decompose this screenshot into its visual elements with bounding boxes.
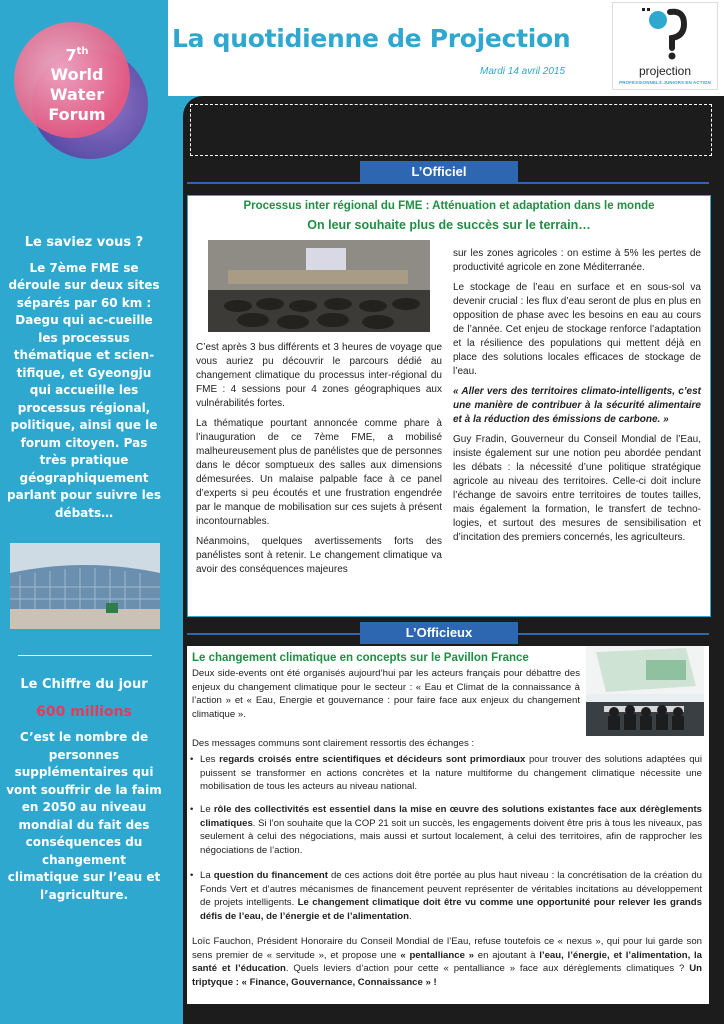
bullet-dot: • xyxy=(190,804,194,815)
bullet-dot: • xyxy=(190,754,194,765)
saviez-vous-text: Le 7ème FME se déroule sur deux sites séparés par 60 km : Daegu qui ac-cueille les processus thématique et scien-tifique, et Gyeongju qui accueille les processus régional, politique, ainsi que le forum citoyen. Pas très pratique géographiquement parlant pour suivre les débats… xyxy=(7,260,161,520)
officiel-paragraph: Guy Fradin, Gouverneur du Conseil Mondial de l’Eau, insiste également sur une notion peu abordée pendant les débats : la nécessité d’une politique stratégique agricole au niveau des territoires. Celle-ci doit inclure l’échange de savoirs entre territoires de toutes tailles, mais également la formation, le transfert de techno-logies, et surtout des mesures de sensibilisation et d’incitation des premiers concernés, les agriculteurs. xyxy=(453,434,701,543)
officieux-intro-text: Deux side-events ont été organisés aujourd’hui par les acteurs français pour débattre des enjeux du changement climatique pour le secteur : « Eau et Climat de la connaissance à l’action » et « Eau, Energie et gouvernance : pour faire face aux enjeux du changement climatique ». xyxy=(192,668,580,720)
newspaper-title: La quotidienne de Projection xyxy=(172,24,571,53)
officiel-headline: Processus inter régional du FME : Atténuation et adaptation dans le monde xyxy=(243,200,655,212)
officiel-subheadline: On leur souhaite plus de succès sur le terrain… xyxy=(307,218,591,232)
chiffre-du-jour-title: Le Chiffre du jour xyxy=(20,677,148,692)
officiel-paragraph: La thématique pourtant annoncée comme phare à l’inauguration de ce 7ème FME, a mobilisé malheureusement plus de panélistes que de personnes dans le décor somptueux des salles aux dimensions démesurées. Un malaise palpable face à ce panel d’experts si peu écoutés et une frustration engendrée par le manque de mobilisation sur ces sujets à présent incontournables. xyxy=(196,418,442,527)
bullet-item: • Le rôle des collectivités est essentiel dans la mise en œuvre des solutions existantes face aux dérèglements climatiques. Si l’on souhaite que la COP 21 soit un succès, les engagements doivent être pris à tous les niveaux, pas seulement à celui des négociations, mais aussi et surtout localement, à celui des territoires, afin de rapprocher les négociations de l’action. xyxy=(190,804,703,856)
saviez-vous-block xyxy=(6,234,162,522)
officiel-left-column xyxy=(196,341,442,583)
officieux-intro xyxy=(192,667,580,725)
officieux-closing: Loïc Fauchon, Président Honoraire du Conseil Mondial de l’Eau, refuse toutefois ce « nexus », qui pour lui garde son sens premier de « servitude », et propose une « pentalliance » en ajoutant à l’eau, l’énergie, et l’alimentation, la santé et l’éducation. Quels leviers d’action pour cette « pentalliance » face aux dérèglements climatiques ? Un triptyque : « Finance, Gouvernance, Connaissance » ! xyxy=(192,936,703,988)
bullet-item: • Les regards croisés entre scientifiques et décideurs sont primordiaux pour trouver des solutions adaptées qui puissent se transformer en actions concrètes et la nature multiforme du changement climatique nécessite une mobilisation de tous les acteurs au niveau national. xyxy=(190,754,702,793)
projection-logo-tagline: PROFESSIONNELS JUNIORS EN ACTION xyxy=(619,80,711,85)
officieux-headline: Le changement climatique en concepts sur le Pavillon France xyxy=(192,652,529,664)
issue-date: Mardi 14 avril 2015 xyxy=(480,66,566,77)
bullet-dot: • xyxy=(190,870,194,881)
officieux-lead xyxy=(192,737,702,755)
officiel-paragraph: Le stockage de l’eau en surface et en sous-sol va devenir crucial : les flux d’eau seront de plus en plus en opposition de phase avec les besoins en eau au cours de l’année. Cet enjeu de stockage renforce l’adaptation et la résilience des populations qui mettent déjà en place des solutions locales efficaces de stockage de l’eau. xyxy=(453,282,701,377)
officiel-paragraph: Néanmoins, quelques avertissements forts des panélistes sont à retenir. Le changement climatique va avoir des conséquences majeures xyxy=(196,536,442,575)
section-tab-officiel: L’Officiel xyxy=(360,161,518,183)
officieux-lead-text: Des messages communs sont clairement ressortis des échanges : xyxy=(192,738,475,749)
officiel-paragraph: C’est après 3 bus différents et 3 heures de voyage que vous auriez pu découvrir le parcours dédié au changement climatique du processus inter-régional du FME : 4 sessions pour 4 zones géographiques aux vulnérabilités fortes. xyxy=(196,342,442,409)
officiel-paragraph: sur les zones agricoles : on estime à 5% les pertes de productivité agricole en zone Méditerranée. xyxy=(453,248,701,273)
sidebar-divider xyxy=(18,655,152,656)
pavilion-photo xyxy=(586,646,704,736)
chiffre-du-jour-value: 600 millions xyxy=(36,703,132,720)
wwf-logo-text: 7th World Water Forum xyxy=(48,45,106,125)
projection-logo-name: projection xyxy=(638,64,692,78)
conference-photo xyxy=(208,240,430,332)
section-tab-officieux: L’Officieux xyxy=(360,622,518,644)
chiffre-du-jour-block xyxy=(6,676,162,904)
building-photo xyxy=(10,543,160,629)
officiel-quote: « Aller vers des territoires climato-intelligents, c’est une manière de contribuer à la sécurité alimentaire et à la réduction des émissions de carbone. » xyxy=(453,386,701,425)
bullet-item: • La question du financement de ces actions doit être portée au plus haut niveau : la concrétisation de la création du Fonds Vert et d’autres mécanismes de financement peuvent représenter de véritables incitations au développement de projets intelligents. Le changement climatique doit être vu comme une opportunité pour relever les grands défis de l’eau, de l’énergie et de l’alimentation. xyxy=(190,870,702,922)
officiel-right-column xyxy=(453,247,701,551)
chiffre-du-jour-text: C’est le nombre de personnes supplémentaires qui vont souffrir de la faim en 2050 au niveau mondial du fait des conséquences du changement climatique sur l’eau et l’agriculture. xyxy=(6,730,162,902)
empty-banner-box xyxy=(190,104,712,156)
saviez-vous-title: Le saviez vous ? xyxy=(24,235,144,250)
